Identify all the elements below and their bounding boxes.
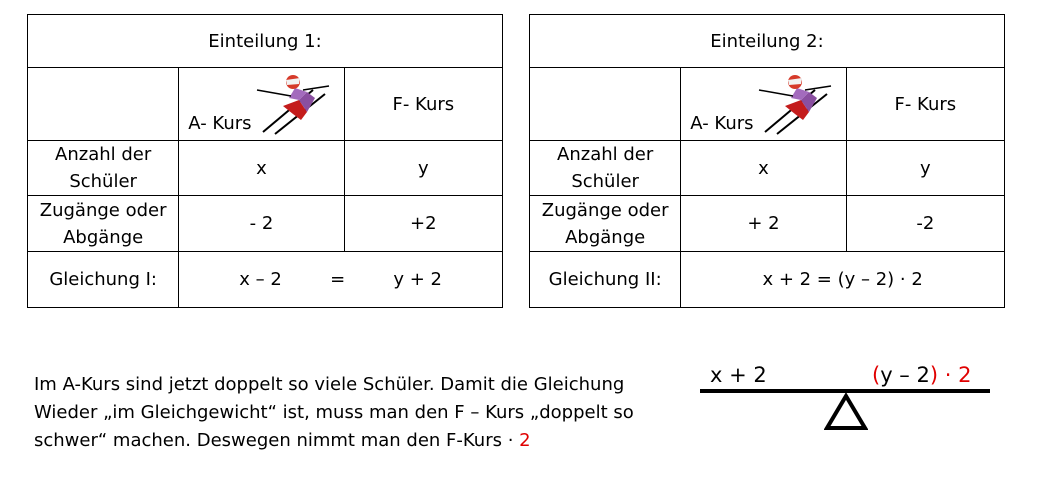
cell-a-change: + 2 [681,196,846,252]
equation-cell [179,252,503,308]
a-kurs-label: A- Kurs [188,113,252,134]
table-title: Einteilung 1: [28,15,503,68]
cell-a-change: - 2 [179,196,344,252]
balance-scale [690,355,1000,445]
equation-equals: = [330,269,346,290]
cell-a-count: x [681,141,846,196]
row-label-zugaenge: Zugänge oder Abgänge [530,196,681,252]
cell-f-change: +2 [344,196,502,252]
cell-f-change: -2 [846,196,1004,252]
row-label-gleichung: Gleichung I: [28,252,179,308]
empty-header-cell [28,68,179,141]
equation-left: x – 2 [239,269,282,290]
equation-cell: x + 2 = (y – 2) · 2 [681,252,1005,308]
balance-right-label [872,363,971,387]
fulcrum-triangle-icon [824,393,868,431]
cell-a-count: x [179,141,344,196]
row-label-anzahl: Anzahl der Schüler [530,141,681,196]
row-label-gleichung: Gleichung II: [530,252,681,308]
a-kurs-header [681,68,846,141]
row-label-anzahl: Anzahl der Schüler [28,141,179,196]
balance-left-label: x + 2 [710,363,767,387]
explanation-paragraph [34,371,694,455]
paren-close: ) [929,363,939,387]
table-title: Einteilung 2: [530,15,1005,68]
multiply-dot: · [507,430,514,451]
multiply-dot: · [938,363,959,387]
paragraph-line: Wieder „im Gleichgewicht“ ist, muss man den F – Kurs „doppelt so [34,402,634,423]
equation-right: y + 2 [393,269,442,290]
cell-f-count: y [344,141,502,196]
paragraph-line: Im A-Kurs sind jetzt doppelt so viele Schüler. Damit die Gleichung [34,374,625,395]
row-label-zugaenge: Zugänge oder Abgänge [28,196,179,252]
balance-factor: 2 [958,363,972,387]
empty-header-cell [530,68,681,141]
paragraph-line [34,427,694,455]
paren-open: ( [872,363,881,387]
paragraph-text: schwer“ machen. Deswegen nimmt man den F-Kurs [34,430,508,451]
skier-icon [757,68,841,136]
balance-right-term: y – 2 [880,363,930,387]
factor-two: 2 [513,430,531,451]
table-einteilung-2 [529,14,1005,308]
a-kurs-label: A- Kurs [690,113,754,134]
cell-f-count: y [846,141,1004,196]
a-kurs-header [179,68,344,141]
f-kurs-header: F- Kurs [344,68,502,141]
table-einteilung-1 [27,14,503,308]
skier-icon [255,68,339,136]
f-kurs-header: F- Kurs [846,68,1004,141]
